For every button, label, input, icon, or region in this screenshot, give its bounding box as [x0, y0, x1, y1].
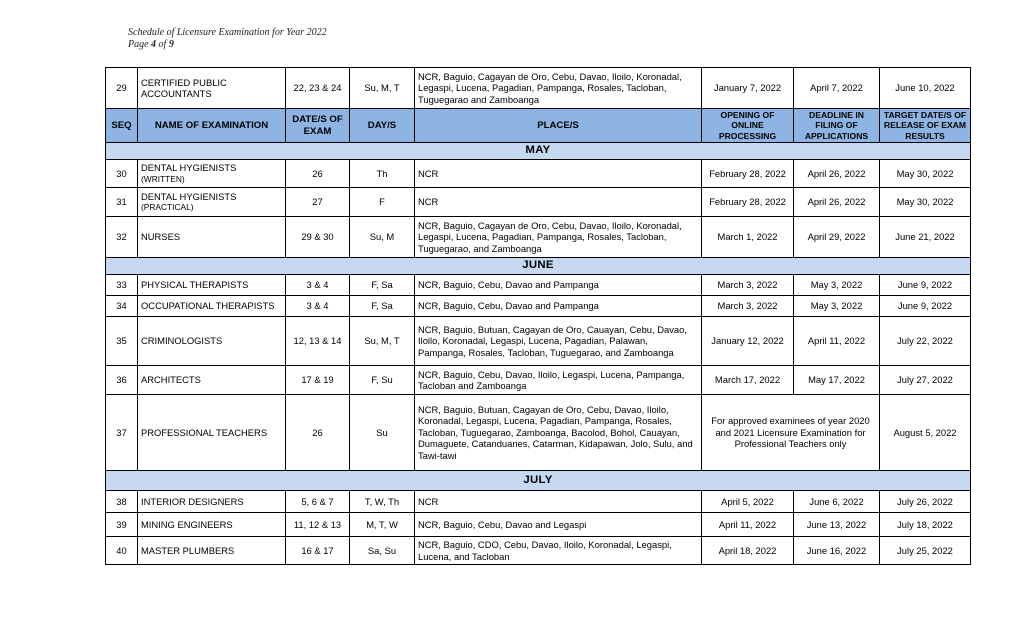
page-header [128, 27, 327, 51]
page-indicator: Page 4 of 9 [128, 39, 174, 50]
month-label: JULY [106, 471, 971, 491]
places-cell: NCR [415, 188, 702, 217]
exam-dates-cell: 3 & 4 [286, 296, 350, 317]
seq-cell: 38 [106, 491, 138, 513]
exam-dates-cell: 26 [286, 160, 350, 188]
release-cell: June 9, 2022 [880, 296, 971, 317]
opening-cell: February 28, 2022 [702, 188, 794, 217]
exam-days-cell: F, Sa [350, 296, 415, 317]
month-label: MAY [106, 143, 971, 160]
col-header-name: NAME OF EXAMINATION [138, 109, 286, 143]
places-cell: NCR, Baguio, Cagayan de Oro, Cebu, Davao, Iloilo, Koronadal, Legaspi, Lucena, Pagadian, Pampanga, Rosales, Tacloban, Tuguegarao and Zamboanga [415, 68, 702, 109]
month-label: JUNE [106, 258, 971, 275]
exam-name-cell: PHYSICAL THERAPISTS [138, 275, 286, 296]
exam-name-cell: OCCUPATIONAL THERAPISTS [138, 296, 286, 317]
filing-note-cell: For approved examinees of year 2020 and 2021 Licensure Examination for Professional Teachers only [702, 395, 880, 471]
table-row [106, 513, 971, 537]
release-cell: June 9, 2022 [880, 275, 971, 296]
deadline-cell: April 7, 2022 [794, 68, 880, 109]
col-header-seq: SEQ [106, 109, 138, 143]
deadline-cell: May 3, 2022 [794, 275, 880, 296]
exam-days-cell: Su, M, T [350, 68, 415, 109]
exam-dates-cell: 26 [286, 395, 350, 471]
table-row [106, 217, 971, 258]
deadline-cell: May 3, 2022 [794, 296, 880, 317]
exam-days-cell: Sa, Su [350, 537, 415, 565]
places-cell: NCR, Baguio, Butuan, Cagayan de Oro, Cebu, Davao, Iloilo, Koronadal, Legaspi, Lucena, Pagadian, Pampanga, Rosales, Tacloban, Tuguegarao, Zamboanga, Bacolod, Bohol, Cauayan, Dumaguete, Catanduanes, Catarman, Kidapawan, Jolo, Sulu, and Tawi-tawi [415, 395, 702, 471]
table-row [106, 188, 971, 217]
exam-name-cell: CRIMINOLOGISTS [138, 317, 286, 366]
col-header-deadline: DEADLINE IN FILING OF APPLICATIONS [794, 109, 880, 143]
table-row [106, 537, 971, 565]
seq-cell: 35 [106, 317, 138, 366]
deadline-cell: April 29, 2022 [794, 217, 880, 258]
exam-name-cell: DENTAL HYGIENISTS (PRACTICAL) [138, 188, 286, 217]
places-cell: NCR, Baguio, Butuan, Cagayan de Oro, Cauayan, Cebu, Davao, Iloilo, Koronadal, Legaspi, Lucena, Pagadian, Palawan, Pampanga, Rosales, Tacloban, Tuguegarao, and Zamboanga [415, 317, 702, 366]
month-row-july [106, 471, 971, 491]
deadline-cell: May 17, 2022 [794, 366, 880, 395]
opening-cell: January 12, 2022 [702, 317, 794, 366]
exam-days-cell: Su [350, 395, 415, 471]
deadline-cell: April 26, 2022 [794, 188, 880, 217]
exam-schedule-table [105, 67, 971, 565]
col-header-places: PLACE/S [415, 109, 702, 143]
opening-cell: April 11, 2022 [702, 513, 794, 537]
release-cell: May 30, 2022 [880, 188, 971, 217]
exam-name-cell: MINING ENGINEERS [138, 513, 286, 537]
seq-cell: 30 [106, 160, 138, 188]
col-header-days: DAY/S [350, 109, 415, 143]
exam-name-cell: NURSES [138, 217, 286, 258]
exam-dates-cell: 27 [286, 188, 350, 217]
col-header-opening: OPENING OF ONLINE PROCESSING [702, 109, 794, 143]
table-row [106, 275, 971, 296]
opening-cell: April 5, 2022 [702, 491, 794, 513]
table-row [106, 395, 971, 471]
exam-dates-cell: 22, 23 & 24 [286, 68, 350, 109]
release-cell: August 5, 2022 [880, 395, 971, 471]
release-cell: May 30, 2022 [880, 160, 971, 188]
release-cell: July 18, 2022 [880, 513, 971, 537]
seq-cell: 33 [106, 275, 138, 296]
release-cell: July 25, 2022 [880, 537, 971, 565]
deadline-cell: April 11, 2022 [794, 317, 880, 366]
seq-cell: 36 [106, 366, 138, 395]
release-cell: July 26, 2022 [880, 491, 971, 513]
exam-name-cell: INTERIOR DESIGNERS [138, 491, 286, 513]
exam-name-cell: PROFESSIONAL TEACHERS [138, 395, 286, 471]
exam-dates-cell: 17 & 19 [286, 366, 350, 395]
exam-dates-cell: 12, 13 & 14 [286, 317, 350, 366]
table-row [106, 317, 971, 366]
col-header-dates: DATE/S OF EXAM [286, 109, 350, 143]
release-cell: June 10, 2022 [880, 68, 971, 109]
exam-days-cell: Su, M, T [350, 317, 415, 366]
exam-dates-cell: 29 & 30 [286, 217, 350, 258]
places-cell: NCR [415, 491, 702, 513]
exam-dates-cell: 16 & 17 [286, 537, 350, 565]
deadline-cell: June 16, 2022 [794, 537, 880, 565]
exam-days-cell: Su, M [350, 217, 415, 258]
table-row [106, 296, 971, 317]
seq-cell: 31 [106, 188, 138, 217]
exam-name-cell: ARCHITECTS [138, 366, 286, 395]
exam-dates-cell: 5, 6 & 7 [286, 491, 350, 513]
release-cell: July 22, 2022 [880, 317, 971, 366]
release-cell: July 27, 2022 [880, 366, 971, 395]
opening-cell: March 3, 2022 [702, 275, 794, 296]
exam-name-cell: MASTER PLUMBERS [138, 537, 286, 565]
seq-cell: 32 [106, 217, 138, 258]
month-row-may [106, 143, 971, 160]
exam-days-cell: F [350, 188, 415, 217]
seq-cell: 34 [106, 296, 138, 317]
exam-days-cell: T, W, Th [350, 491, 415, 513]
seq-cell: 40 [106, 537, 138, 565]
exam-dates-cell: 11, 12 & 13 [286, 513, 350, 537]
exam-days-cell: M, T, W [350, 513, 415, 537]
seq-cell: 39 [106, 513, 138, 537]
exam-days-cell: F, Su [350, 366, 415, 395]
release-cell: June 21, 2022 [880, 217, 971, 258]
table-row [106, 491, 971, 513]
opening-cell: March 3, 2022 [702, 296, 794, 317]
opening-cell: January 7, 2022 [702, 68, 794, 109]
exam-days-cell: F, Sa [350, 275, 415, 296]
exam-name-cell: CERTIFIED PUBLIC ACCOUNTANTS [138, 68, 286, 109]
exam-days-cell: Th [350, 160, 415, 188]
deadline-cell: June 6, 2022 [794, 491, 880, 513]
document-title: Schedule of Licensure Examination for Year 2022 [128, 27, 327, 38]
month-row-june [106, 258, 971, 275]
table-row [106, 366, 971, 395]
places-cell: NCR, Baguio, Cebu, Davao and Pampanga [415, 275, 702, 296]
opening-cell: March 1, 2022 [702, 217, 794, 258]
column-header-row [106, 109, 971, 143]
deadline-cell: April 26, 2022 [794, 160, 880, 188]
places-cell: NCR, Baguio, Cagayan de Oro, Cebu, Davao, Iloilo, Koronadal, Legaspi, Lucena, Pagadian, Pampanga, Rosales, Tacloban, Tuguegarao, and Zamboanga [415, 217, 702, 258]
opening-cell: March 17, 2022 [702, 366, 794, 395]
opening-cell: April 18, 2022 [702, 537, 794, 565]
col-header-release: TARGET DATE/S OF RELEASE OF EXAM RESULTS [880, 109, 971, 143]
table-row [106, 68, 971, 109]
deadline-cell: June 13, 2022 [794, 513, 880, 537]
places-cell: NCR [415, 160, 702, 188]
places-cell: NCR, Baguio, Cebu, Davao and Pampanga [415, 296, 702, 317]
exam-dates-cell: 3 & 4 [286, 275, 350, 296]
seq-cell: 37 [106, 395, 138, 471]
page-total: 9 [168, 39, 174, 50]
table-row [106, 160, 971, 188]
places-cell: NCR, Baguio, CDO, Cebu, Davao, Iloilo, Koronadal, Legaspi, Lucena, and Tacloban [415, 537, 702, 565]
places-cell: NCR, Baguio, Cebu, Davao and Legaspi [415, 513, 702, 537]
page-number: 4 [151, 39, 157, 50]
exam-name-cell: DENTAL HYGIENISTS (WRITTEN) [138, 160, 286, 188]
opening-cell: February 28, 2022 [702, 160, 794, 188]
places-cell: NCR, Baguio, Cebu, Davao, Iloilo, Legaspi, Lucena, Pampanga, Tacloban and Zamboanga [415, 366, 702, 395]
seq-cell: 29 [106, 68, 138, 109]
